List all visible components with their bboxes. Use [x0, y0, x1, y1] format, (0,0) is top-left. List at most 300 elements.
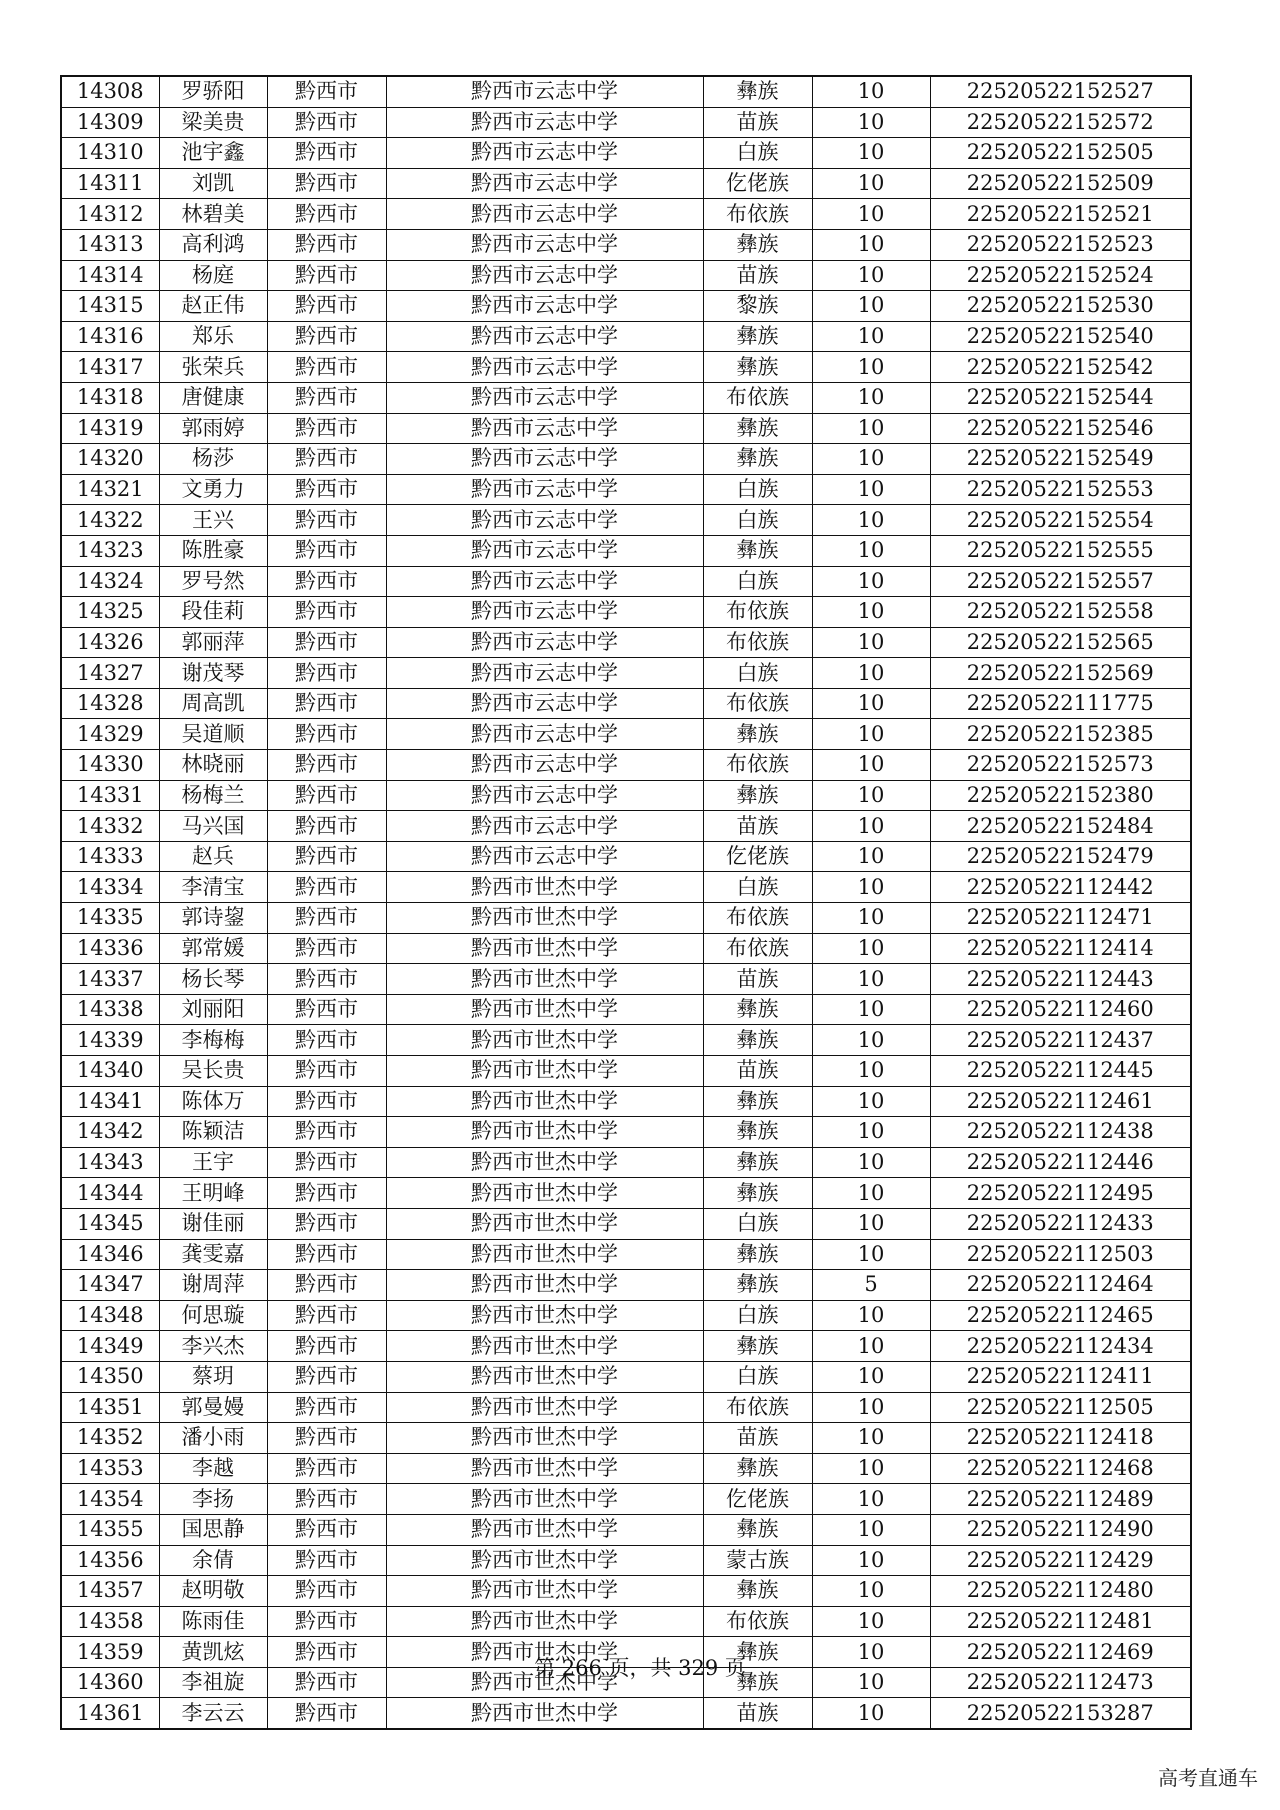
city-cell: 黔西市 — [267, 76, 386, 107]
table-row — [61, 780, 1191, 811]
table-row — [61, 1208, 1191, 1239]
name-cell: 郭雨婷 — [159, 413, 267, 444]
school-cell: 黔西市世杰中学 — [386, 1545, 703, 1576]
score-cell: 10 — [812, 1178, 930, 1209]
table-row — [61, 933, 1191, 964]
ethnicity-cell: 蒙古族 — [703, 1545, 812, 1576]
name-cell: 国思静 — [159, 1514, 267, 1545]
ethnicity-cell: 苗族 — [703, 1423, 812, 1454]
ethnicity-cell: 彝族 — [703, 1637, 812, 1668]
ethnicity-cell: 苗族 — [703, 811, 812, 842]
school-cell: 黔西市世杰中学 — [386, 1423, 703, 1454]
city-cell: 黔西市 — [267, 291, 386, 322]
table-row — [61, 260, 1191, 291]
ethnicity-cell: 彝族 — [703, 1270, 812, 1301]
score-cell: 10 — [812, 780, 930, 811]
city-cell: 黔西市 — [267, 260, 386, 291]
name-cell: 蔡玥 — [159, 1361, 267, 1392]
name-cell: 何思璇 — [159, 1300, 267, 1331]
score-cell: 10 — [812, 566, 930, 597]
exam-id-cell: 22520522152557 — [930, 566, 1191, 597]
city-cell: 黔西市 — [267, 1300, 386, 1331]
city-cell: 黔西市 — [267, 1667, 386, 1698]
serial-cell: 14317 — [61, 352, 159, 383]
city-cell: 黔西市 — [267, 352, 386, 383]
city-cell: 黔西市 — [267, 872, 386, 903]
school-cell: 黔西市云志中学 — [386, 841, 703, 872]
ethnicity-cell: 彝族 — [703, 1025, 812, 1056]
table-row — [61, 1545, 1191, 1576]
ethnicity-cell: 彝族 — [703, 1178, 812, 1209]
score-cell: 10 — [812, 903, 930, 934]
school-cell: 黔西市云志中学 — [386, 688, 703, 719]
school-cell: 黔西市世杰中学 — [386, 1300, 703, 1331]
table-row — [61, 1514, 1191, 1545]
ethnicity-cell: 彝族 — [703, 444, 812, 475]
table-row — [61, 627, 1191, 658]
exam-id-cell: 22520522152484 — [930, 811, 1191, 842]
watermark-text: 高考直通车 — [1158, 1766, 1258, 1790]
ethnicity-cell: 彝族 — [703, 1086, 812, 1117]
school-cell: 黔西市世杰中学 — [386, 1147, 703, 1178]
school-cell: 黔西市世杰中学 — [386, 1270, 703, 1301]
ethnicity-cell: 彝族 — [703, 1331, 812, 1362]
school-cell: 黔西市世杰中学 — [386, 903, 703, 934]
serial-cell: 14315 — [61, 291, 159, 322]
exam-id-cell: 22520522152555 — [930, 535, 1191, 566]
name-cell: 郭常媛 — [159, 933, 267, 964]
exam-id-cell: 22520522152380 — [930, 780, 1191, 811]
name-cell: 黄凯炫 — [159, 1637, 267, 1668]
score-cell: 10 — [812, 260, 930, 291]
score-cell: 10 — [812, 1086, 930, 1117]
ethnicity-cell: 彝族 — [703, 321, 812, 352]
table-row — [61, 505, 1191, 536]
city-cell: 黔西市 — [267, 627, 386, 658]
name-cell: 李云云 — [159, 1698, 267, 1729]
table-row — [61, 199, 1191, 230]
ethnicity-cell: 白族 — [703, 1300, 812, 1331]
ethnicity-cell: 彝族 — [703, 229, 812, 260]
school-cell: 黔西市云志中学 — [386, 597, 703, 628]
ethnicity-cell: 彝族 — [703, 1239, 812, 1270]
serial-cell: 14324 — [61, 566, 159, 597]
name-cell: 谢周萍 — [159, 1270, 267, 1301]
name-cell: 龚雯嘉 — [159, 1239, 267, 1270]
ethnicity-cell: 彝族 — [703, 1147, 812, 1178]
city-cell: 黔西市 — [267, 1056, 386, 1087]
page-footer: 第 266 页，共 329 页 — [534, 1656, 746, 1680]
exam-id-cell: 22520522112437 — [930, 1025, 1191, 1056]
city-cell: 黔西市 — [267, 474, 386, 505]
city-cell: 黔西市 — [267, 1361, 386, 1392]
serial-cell: 14337 — [61, 964, 159, 995]
serial-cell: 14341 — [61, 1086, 159, 1117]
score-cell: 10 — [812, 1667, 930, 1698]
score-cell: 10 — [812, 1361, 930, 1392]
city-cell: 黔西市 — [267, 1545, 386, 1576]
exam-id-cell: 22520522152527 — [930, 76, 1191, 107]
school-cell: 黔西市云志中学 — [386, 168, 703, 199]
score-cell: 10 — [812, 811, 930, 842]
score-cell: 10 — [812, 688, 930, 719]
city-cell: 黔西市 — [267, 1637, 386, 1668]
ethnicity-cell: 苗族 — [703, 260, 812, 291]
exam-id-cell: 22520522112446 — [930, 1147, 1191, 1178]
score-cell: 10 — [812, 413, 930, 444]
school-cell: 黔西市世杰中学 — [386, 1239, 703, 1270]
exam-id-cell: 22520522112468 — [930, 1453, 1191, 1484]
school-cell: 黔西市云志中学 — [386, 291, 703, 322]
school-cell: 黔西市云志中学 — [386, 750, 703, 781]
serial-cell: 14360 — [61, 1667, 159, 1698]
name-cell: 林碧美 — [159, 199, 267, 230]
ethnicity-cell: 彝族 — [703, 1667, 812, 1698]
school-cell: 黔西市世杰中学 — [386, 872, 703, 903]
table-row — [61, 1331, 1191, 1362]
score-cell: 10 — [812, 1056, 930, 1087]
school-cell: 黔西市云志中学 — [386, 229, 703, 260]
school-cell: 黔西市云志中学 — [386, 138, 703, 169]
score-cell: 10 — [812, 597, 930, 628]
score-cell: 10 — [812, 841, 930, 872]
ethnicity-cell: 苗族 — [703, 1056, 812, 1087]
name-cell: 陈体万 — [159, 1086, 267, 1117]
name-cell: 刘凯 — [159, 168, 267, 199]
ethnicity-cell: 白族 — [703, 872, 812, 903]
score-cell: 10 — [812, 199, 930, 230]
city-cell: 黔西市 — [267, 1484, 386, 1515]
exam-id-cell: 22520522112464 — [930, 1270, 1191, 1301]
table-row — [61, 1270, 1191, 1301]
ethnicity-cell: 布依族 — [703, 597, 812, 628]
exam-id-cell: 22520522152544 — [930, 382, 1191, 413]
table-row — [61, 1025, 1191, 1056]
name-cell: 王兴 — [159, 505, 267, 536]
name-cell: 李清宝 — [159, 872, 267, 903]
ethnicity-cell: 布依族 — [703, 903, 812, 934]
name-cell: 余倩 — [159, 1545, 267, 1576]
city-cell: 黔西市 — [267, 1178, 386, 1209]
name-cell: 赵正伟 — [159, 291, 267, 322]
exam-id-cell: 22520522152479 — [930, 841, 1191, 872]
ethnicity-cell: 白族 — [703, 505, 812, 536]
exam-id-cell: 22520522152572 — [930, 107, 1191, 138]
name-cell: 梁美贵 — [159, 107, 267, 138]
school-cell: 黔西市世杰中学 — [386, 1606, 703, 1637]
exam-id-cell: 22520522112471 — [930, 903, 1191, 934]
table-row — [61, 168, 1191, 199]
serial-cell: 14348 — [61, 1300, 159, 1331]
serial-cell: 14361 — [61, 1698, 159, 1729]
exam-id-cell: 22520522152569 — [930, 658, 1191, 689]
exam-id-cell: 22520522112418 — [930, 1423, 1191, 1454]
school-cell: 黔西市世杰中学 — [386, 1576, 703, 1607]
city-cell: 黔西市 — [267, 688, 386, 719]
table-row — [61, 1361, 1191, 1392]
table-row — [61, 1392, 1191, 1423]
serial-cell: 14309 — [61, 107, 159, 138]
city-cell: 黔西市 — [267, 321, 386, 352]
name-cell: 周高凯 — [159, 688, 267, 719]
serial-cell: 14314 — [61, 260, 159, 291]
serial-cell: 14333 — [61, 841, 159, 872]
city-cell: 黔西市 — [267, 1392, 386, 1423]
score-cell: 10 — [812, 291, 930, 322]
score-cell: 10 — [812, 352, 930, 383]
school-cell: 黔西市云志中学 — [386, 76, 703, 107]
table-row — [61, 719, 1191, 750]
city-cell: 黔西市 — [267, 719, 386, 750]
ethnicity-cell: 布依族 — [703, 199, 812, 230]
ethnicity-cell: 彝族 — [703, 780, 812, 811]
name-cell: 郭曼嫚 — [159, 1392, 267, 1423]
score-cell: 10 — [812, 1025, 930, 1056]
name-cell: 李扬 — [159, 1484, 267, 1515]
ethnicity-cell: 布依族 — [703, 688, 812, 719]
table-row — [61, 994, 1191, 1025]
table-row — [61, 1056, 1191, 1087]
table-row — [61, 811, 1191, 842]
name-cell: 文勇力 — [159, 474, 267, 505]
city-cell: 黔西市 — [267, 505, 386, 536]
serial-cell: 14345 — [61, 1208, 159, 1239]
name-cell: 杨莎 — [159, 444, 267, 475]
city-cell: 黔西市 — [267, 1453, 386, 1484]
school-cell: 黔西市世杰中学 — [386, 1117, 703, 1148]
exam-id-cell: 22520522112505 — [930, 1392, 1191, 1423]
city-cell: 黔西市 — [267, 1147, 386, 1178]
serial-cell: 14339 — [61, 1025, 159, 1056]
exam-id-cell: 22520522112490 — [930, 1514, 1191, 1545]
exam-id-cell: 22520522152553 — [930, 474, 1191, 505]
name-cell: 陈雨佳 — [159, 1606, 267, 1637]
exam-id-cell: 22520522112429 — [930, 1545, 1191, 1576]
table-row — [61, 1453, 1191, 1484]
name-cell: 陈胜豪 — [159, 535, 267, 566]
score-cell: 10 — [812, 872, 930, 903]
serial-cell: 14338 — [61, 994, 159, 1025]
serial-cell: 14350 — [61, 1361, 159, 1392]
name-cell: 赵明敬 — [159, 1576, 267, 1607]
score-cell: 10 — [812, 76, 930, 107]
serial-cell: 14308 — [61, 76, 159, 107]
city-cell: 黔西市 — [267, 1208, 386, 1239]
name-cell: 郭诗鋆 — [159, 903, 267, 934]
table-row — [61, 535, 1191, 566]
ethnicity-cell: 布依族 — [703, 1606, 812, 1637]
name-cell: 吴道顺 — [159, 719, 267, 750]
city-cell: 黔西市 — [267, 1423, 386, 1454]
name-cell: 高利鸿 — [159, 229, 267, 260]
serial-cell: 14323 — [61, 535, 159, 566]
serial-cell: 14344 — [61, 1178, 159, 1209]
table-row — [61, 566, 1191, 597]
exam-id-cell: 22520522152549 — [930, 444, 1191, 475]
score-cell: 10 — [812, 1147, 930, 1178]
school-cell: 黔西市世杰中学 — [386, 1514, 703, 1545]
school-cell: 黔西市世杰中学 — [386, 1178, 703, 1209]
school-cell: 黔西市云志中学 — [386, 811, 703, 842]
score-cell: 10 — [812, 107, 930, 138]
name-cell: 池宇鑫 — [159, 138, 267, 169]
city-cell: 黔西市 — [267, 903, 386, 934]
serial-cell: 14322 — [61, 505, 159, 536]
table-row — [61, 872, 1191, 903]
city-cell: 黔西市 — [267, 199, 386, 230]
score-cell: 10 — [812, 1423, 930, 1454]
ethnicity-cell: 布依族 — [703, 627, 812, 658]
ethnicity-cell: 彝族 — [703, 994, 812, 1025]
school-cell: 黔西市云志中学 — [386, 413, 703, 444]
city-cell: 黔西市 — [267, 1331, 386, 1362]
serial-cell: 14352 — [61, 1423, 159, 1454]
school-cell: 黔西市世杰中学 — [386, 1056, 703, 1087]
exam-id-cell: 22520522112445 — [930, 1056, 1191, 1087]
table-row — [61, 352, 1191, 383]
exam-id-cell: 22520522152521 — [930, 199, 1191, 230]
city-cell: 黔西市 — [267, 841, 386, 872]
exam-id-cell: 22520522152573 — [930, 750, 1191, 781]
ethnicity-cell: 彝族 — [703, 1514, 812, 1545]
score-cell: 10 — [812, 535, 930, 566]
score-cell: 10 — [812, 1300, 930, 1331]
ethnicity-cell: 彝族 — [703, 1453, 812, 1484]
serial-cell: 14351 — [61, 1392, 159, 1423]
city-cell: 黔西市 — [267, 597, 386, 628]
name-cell: 罗号然 — [159, 566, 267, 597]
city-cell: 黔西市 — [267, 1239, 386, 1270]
serial-cell: 14325 — [61, 597, 159, 628]
city-cell: 黔西市 — [267, 750, 386, 781]
school-cell: 黔西市云志中学 — [386, 474, 703, 505]
table-row — [61, 1117, 1191, 1148]
school-cell: 黔西市世杰中学 — [386, 1086, 703, 1117]
name-cell: 陈颖洁 — [159, 1117, 267, 1148]
city-cell: 黔西市 — [267, 1117, 386, 1148]
school-cell: 黔西市云志中学 — [386, 719, 703, 750]
serial-cell: 14336 — [61, 933, 159, 964]
exam-id-cell: 22520522112434 — [930, 1331, 1191, 1362]
serial-cell: 14353 — [61, 1453, 159, 1484]
school-cell: 黔西市云志中学 — [386, 382, 703, 413]
exam-id-cell: 22520522152542 — [930, 352, 1191, 383]
ethnicity-cell: 彝族 — [703, 352, 812, 383]
table-row — [61, 597, 1191, 628]
score-cell: 10 — [812, 1514, 930, 1545]
table-row — [61, 1484, 1191, 1515]
city-cell: 黔西市 — [267, 780, 386, 811]
city-cell: 黔西市 — [267, 444, 386, 475]
name-cell: 郑乐 — [159, 321, 267, 352]
city-cell: 黔西市 — [267, 168, 386, 199]
name-cell: 杨梅兰 — [159, 780, 267, 811]
serial-cell: 14310 — [61, 138, 159, 169]
score-cell: 10 — [812, 933, 930, 964]
score-cell: 10 — [812, 321, 930, 352]
ethnicity-cell: 白族 — [703, 658, 812, 689]
table-row — [61, 321, 1191, 352]
name-cell: 吴长贵 — [159, 1056, 267, 1087]
ethnicity-cell: 彝族 — [703, 1117, 812, 1148]
school-cell: 黔西市云志中学 — [386, 199, 703, 230]
score-cell: 10 — [812, 964, 930, 995]
ethnicity-cell: 布依族 — [703, 1392, 812, 1423]
serial-cell: 14358 — [61, 1606, 159, 1637]
school-cell: 黔西市云志中学 — [386, 505, 703, 536]
name-cell: 马兴国 — [159, 811, 267, 842]
serial-cell: 14357 — [61, 1576, 159, 1607]
serial-cell: 14330 — [61, 750, 159, 781]
exam-id-cell: 22520522152524 — [930, 260, 1191, 291]
serial-cell: 14359 — [61, 1637, 159, 1668]
school-cell: 黔西市世杰中学 — [386, 933, 703, 964]
ethnicity-cell: 彝族 — [703, 413, 812, 444]
school-cell: 黔西市云志中学 — [386, 566, 703, 597]
ethnicity-cell: 白族 — [703, 1208, 812, 1239]
city-cell: 黔西市 — [267, 1576, 386, 1607]
score-cell: 10 — [812, 1606, 930, 1637]
city-cell: 黔西市 — [267, 1606, 386, 1637]
exam-id-cell: 22520522152509 — [930, 168, 1191, 199]
table-row — [61, 903, 1191, 934]
school-cell: 黔西市云志中学 — [386, 352, 703, 383]
name-cell: 段佳莉 — [159, 597, 267, 628]
table-row — [61, 1698, 1191, 1729]
ethnicity-cell: 仡佬族 — [703, 841, 812, 872]
roster-body — [61, 76, 1191, 1729]
table-row — [61, 474, 1191, 505]
serial-cell: 14312 — [61, 199, 159, 230]
table-row — [61, 1178, 1191, 1209]
score-cell: 10 — [812, 719, 930, 750]
ethnicity-cell: 仡佬族 — [703, 1484, 812, 1515]
city-cell: 黔西市 — [267, 1025, 386, 1056]
ethnicity-cell: 彝族 — [703, 1576, 812, 1607]
name-cell: 杨庭 — [159, 260, 267, 291]
serial-cell: 14347 — [61, 1270, 159, 1301]
city-cell: 黔西市 — [267, 229, 386, 260]
exam-id-cell: 22520522152385 — [930, 719, 1191, 750]
exam-id-cell: 22520522112414 — [930, 933, 1191, 964]
score-cell: 10 — [812, 1239, 930, 1270]
table-row — [61, 1576, 1191, 1607]
exam-id-cell: 22520522152540 — [930, 321, 1191, 352]
serial-cell: 14321 — [61, 474, 159, 505]
table-row — [61, 444, 1191, 475]
school-cell: 黔西市云志中学 — [386, 780, 703, 811]
name-cell: 赵兵 — [159, 841, 267, 872]
exam-id-cell: 22520522111775 — [930, 688, 1191, 719]
exam-id-cell: 22520522152505 — [930, 138, 1191, 169]
table-row — [61, 291, 1191, 322]
school-cell: 黔西市云志中学 — [386, 260, 703, 291]
serial-cell: 14332 — [61, 811, 159, 842]
ethnicity-cell: 布依族 — [703, 382, 812, 413]
city-cell: 黔西市 — [267, 964, 386, 995]
name-cell: 潘小雨 — [159, 1423, 267, 1454]
table-row — [61, 688, 1191, 719]
ethnicity-cell: 布依族 — [703, 750, 812, 781]
serial-cell: 14329 — [61, 719, 159, 750]
ethnicity-cell: 苗族 — [703, 1698, 812, 1729]
school-cell: 黔西市世杰中学 — [386, 994, 703, 1025]
city-cell: 黔西市 — [267, 1698, 386, 1729]
ethnicity-cell: 白族 — [703, 474, 812, 505]
city-cell: 黔西市 — [267, 658, 386, 689]
score-cell: 10 — [812, 1637, 930, 1668]
school-cell: 黔西市世杰中学 — [386, 1453, 703, 1484]
